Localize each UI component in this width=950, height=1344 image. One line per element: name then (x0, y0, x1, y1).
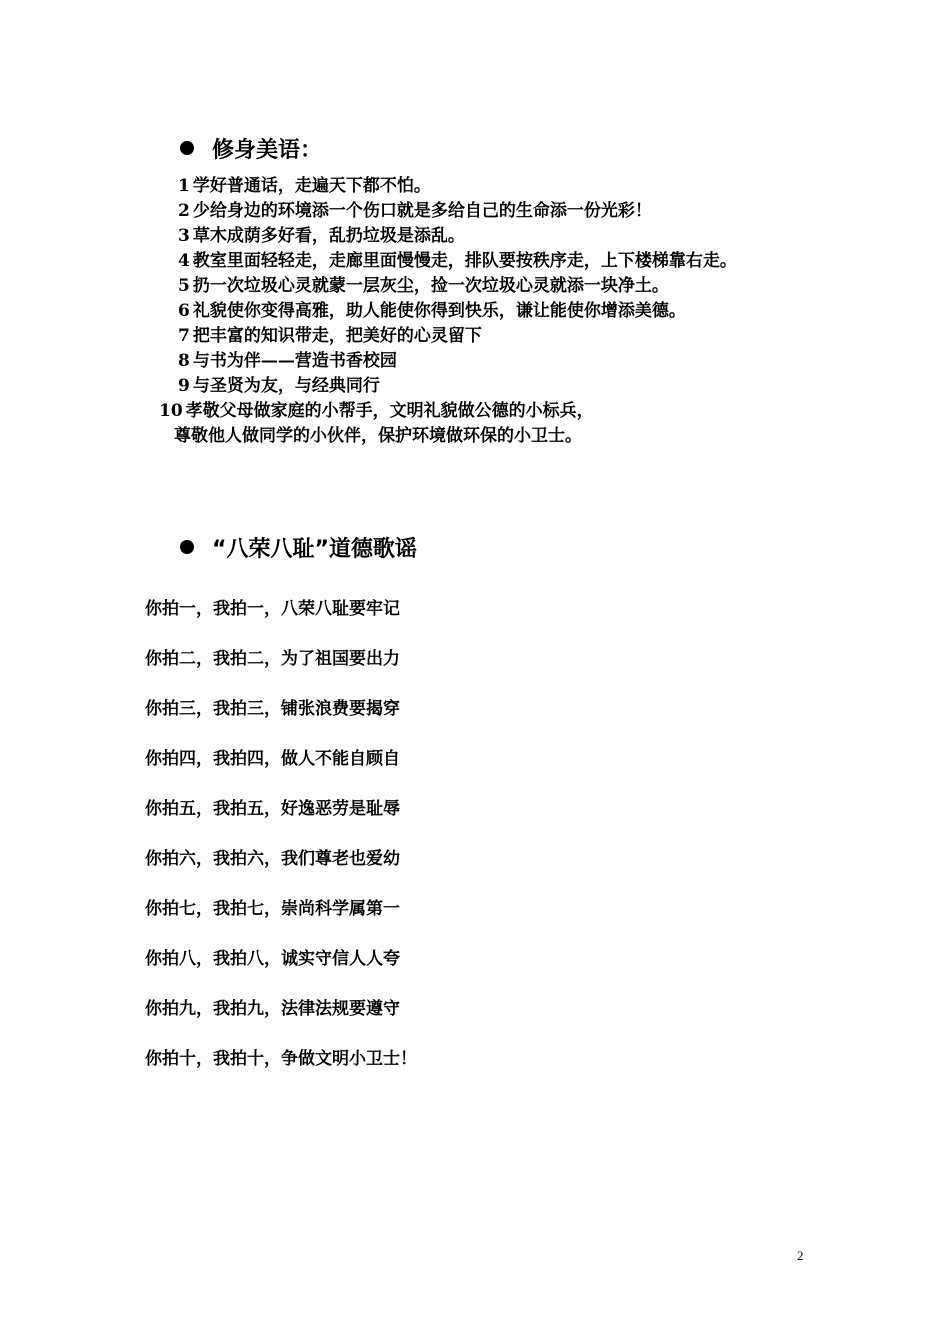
list-item (159, 399, 594, 423)
chant-line: 你拍一，我拍一，八荣八耻要牢记 (145, 599, 400, 619)
item-text: 孝敬父母做家庭的小帮手，文明礼貌做公德的小标兵， (185, 401, 594, 421)
page-number: 2 (797, 1248, 804, 1263)
item-number: 7 (178, 326, 190, 346)
item-number: 4 (178, 251, 190, 271)
item-text: 尊敬他人做同学的小伙伴，保护环境做环保的小卫士。 (174, 426, 582, 446)
chant-line: 你拍六，我拍六，我们尊老也爱幼 (145, 849, 400, 869)
section-heading-motto (180, 130, 322, 166)
item-text: 扔一次垃圾心灵就蒙一层灰尘，捡一次垃圾心灵就添一块净土。 (192, 276, 669, 296)
list-item (178, 199, 652, 223)
section-title: 修身美语： (212, 137, 323, 163)
item-number: 5 (178, 276, 190, 296)
item-number: 2 (178, 201, 190, 221)
item-number: 10 (159, 401, 183, 421)
item-text: 把丰富的知识带走，把美好的心灵留下 (192, 326, 482, 346)
chant-line: 你拍二，我拍二，为了祖国要出力 (145, 649, 400, 669)
item-text: 与书为伴——营造书香校园 (192, 351, 397, 371)
item-text: 教室里面轻轻走，走廊里面慢慢走，排队要按秩序走，上下楼梯靠右走。 (192, 251, 737, 271)
item-text: 草木成荫多好看，乱扔垃圾是添乱。 (192, 226, 465, 246)
item-number: 8 (178, 351, 190, 371)
bullet-icon (180, 141, 194, 155)
list-item (174, 424, 582, 448)
chant-line: 你拍五，我拍五，好逸恶劳是耻辱 (145, 799, 400, 819)
list-item (178, 299, 686, 323)
section-title: “八荣八耻”道德歌谣 (212, 536, 417, 562)
section-heading-chant (180, 529, 417, 565)
item-number: 9 (178, 376, 190, 396)
item-text: 学好普通话，走遍天下都不怕。 (192, 176, 431, 196)
list-item (178, 174, 431, 198)
list-item (178, 249, 737, 273)
chant-line: 你拍八，我拍八，诚实守信人人夸 (145, 949, 400, 969)
list-item (178, 324, 482, 348)
list-item (178, 349, 397, 373)
list-item (178, 374, 380, 398)
item-number: 1 (178, 176, 190, 196)
item-text: 与圣贤为友，与经典同行 (192, 376, 380, 396)
chant-line: 你拍四，我拍四，做人不能自顾自 (145, 749, 400, 769)
chant-line: 你拍九，我拍九，法律法规要遵守 (145, 999, 400, 1019)
list-item (178, 274, 669, 298)
item-number: 6 (178, 301, 190, 321)
bullet-icon (180, 540, 194, 554)
chant-line: 你拍三，我拍三，铺张浪费要揭穿 (145, 699, 400, 719)
item-text: 礼貌使你变得高雅，助人能使你得到快乐，谦让能使你增添美德。 (192, 301, 686, 321)
item-number: 3 (178, 226, 190, 246)
list-item (178, 224, 465, 248)
item-text: 少给身边的环境添一个伤口就是多给自己的生命添一份光彩！ (192, 201, 652, 221)
chant-line: 你拍七，我拍七，崇尚科学属第一 (145, 899, 400, 919)
chant-line: 你拍十，我拍十，争做文明小卫士！ (145, 1049, 417, 1069)
